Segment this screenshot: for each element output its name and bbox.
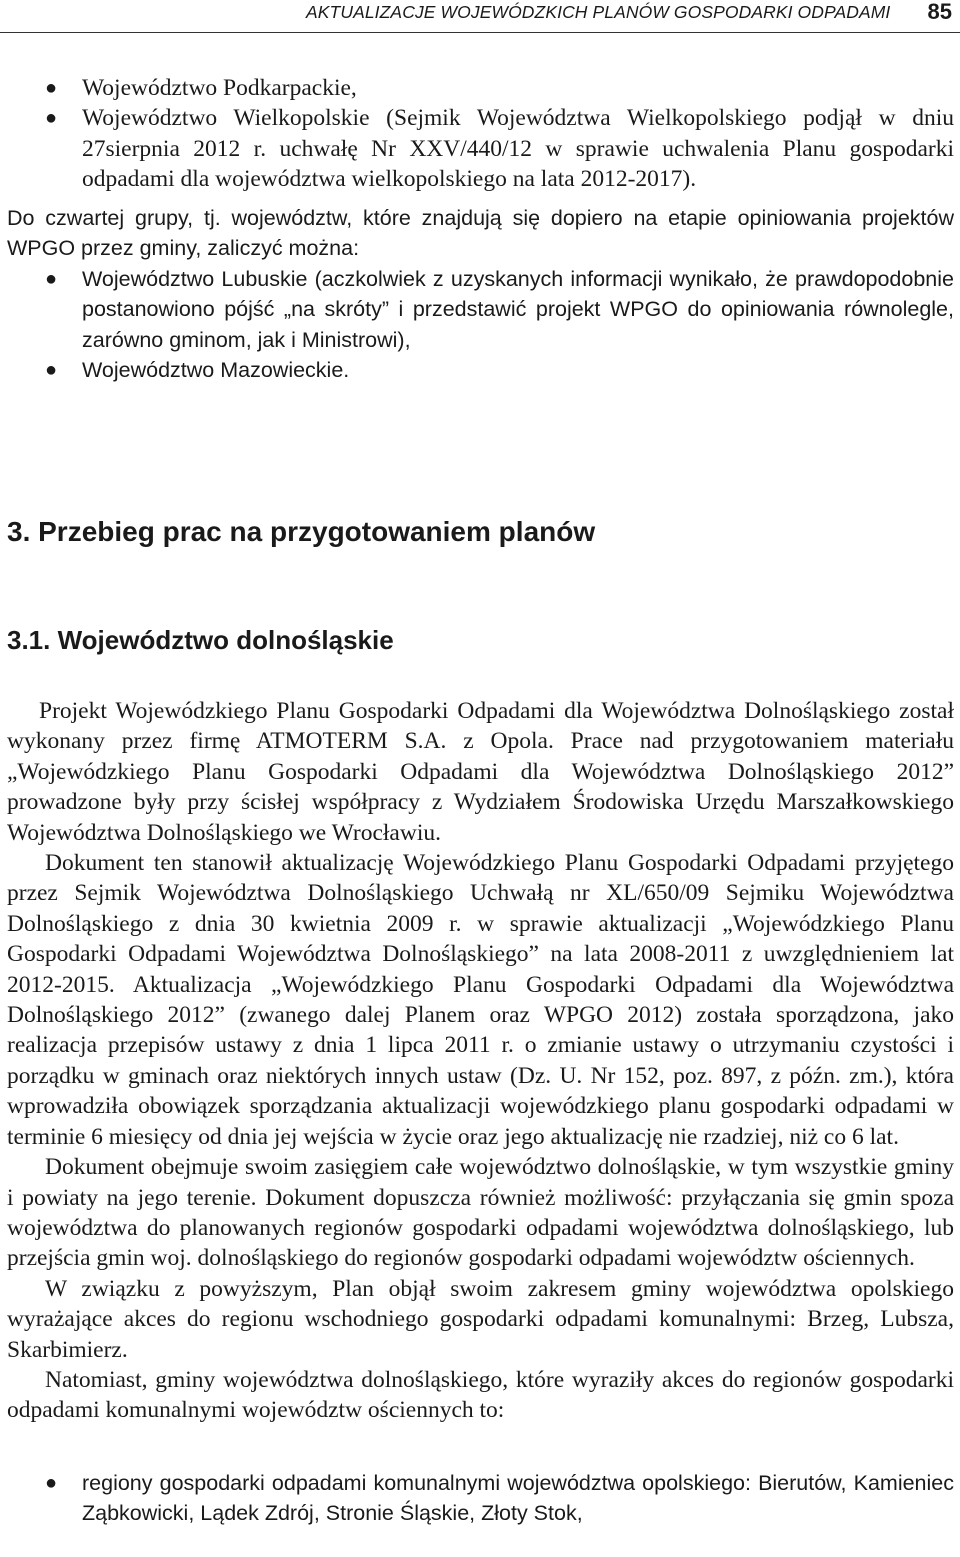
paragraph: W związku z powyższym, Plan objął swoim zakresem gminy województwa opolskiego wyrażające akces do regionu wschodniego gospodarki odpadami komunalnymi: Brzeg, Lubsza, Skarbimierz. xyxy=(7,1275,954,1363)
list-fourth-group xyxy=(0,264,954,386)
body-paragraphs xyxy=(7,696,954,1426)
paragraph: Projekt Wojewódzkiego Planu Gospodarki Odpadami dla Województwa Dolnośląskiego został wykonany przez firmę ATMOTERM S.A. z Opola. Prace nad przygotowaniem materiału „Wojewódzkiego Planu Gospodarki Odpadami dla Województwa Dolnośląskiego 2012” prowadzone były przy ścisłej współpracy z Wydziałem Środowiska Urzędu Marszałkowskiego Województwa Dolnośląskiego we Wrocławiu. xyxy=(7,698,954,846)
bullet-dot-icon: ● xyxy=(45,107,58,130)
paragraph: Natomiast, gminy województwa dolnośląskiego, które wyraziły akces do regionów gospodarki odpadami komunalnymi województw ościennych to: xyxy=(7,1366,954,1424)
bullet-dot-icon: ● xyxy=(45,359,58,382)
running-header xyxy=(0,0,960,33)
subsection-heading: 3.1. Województwo dolnośląskie xyxy=(7,625,394,655)
list-item: ● regiony gospodarki odpadami komunalnymi województwa opolskiego: Bierutów, Kamieniec Ząbkowicki, Lądek Zdrój, Stronie Śląskie, Złoty Stok, xyxy=(0,1468,954,1529)
list-top xyxy=(0,73,954,195)
paragraph: Dokument obejmuje swoim zasięgiem całe województwo dolnośląskie, w tym wszystkie gminy i powiaty na jego terenie. Dokument dopuszcza również możliwość: przyłączania się gmin spoza województwa do planowanych regionów gospodarki odpadami województwa dolnośląskiego, lub przejścia gmin woj. dolnośląskiego do regionów gospodarki odpadami województw ościennych. xyxy=(7,1154,954,1272)
running-title: AKTUALIZACJE WOJEWÓDZKICH PLANÓW GOSPODARKI ODPADAMI xyxy=(306,2,891,22)
paragraph: Dokument ten stanowił aktualizację Wojewódzkiego Planu Gospodarki Odpadami przyjętego przez Sejmik Województwa Dolnośląskiego Uchwałą nr XL/650/09 Sejmiku Województwa Dolnośląskiego z dnia 30 kwietnia 2009 r. w sprawie aktualizacji „Wojewódzkiego Planu Gospodarki Odpadami Województwa Dolnośląskiego” na lata 2008-2011 z uwzględnieniem lat 2012-2015. Aktualizacja „Wojewódzkiego Planu Gospodarki Odpadami dla Województwa Dolnośląskiego 2012” (zwanego dalej Planem oraz WPGO 2012) została sporządzona, jako realizacja przepisów ustawy z dnia 1 lipca 2011 r. o zmianie ustawy o utrzymaniu czystości i porządku w gminach oraz niektórych innych ustaw (Dz. U. Nr 152, poz. 897, z późn. zm.), która wprowadziła obowiązek sporządzania aktualizacji wojewódzkiego planu gospodarki odpadami w terminie 6 miesięcy od dnia jej wejścia w życie oraz jego aktualizację nie rzadziej, niż co 6 lat. xyxy=(7,850,954,1150)
list-item: ● Województwo Wielkopolskie (Sejmik Województwa Wielkopolskiego podjął w dniu 27sierpnia 2012 r. uchwałę Nr XXV/440/12 w sprawie uchwalenia Planu gospodarki odpadami dla województwa wielkopolskiego na lata 2012-2017). xyxy=(45,105,954,193)
list-item: ● Województwo Lubuskie (aczkolwiek z uzyskanych informacji wynikało, że prawdopodobnie postanowiono pójść „na skróty” i przedstawić projekt WPGO do opiniowania równolegle, zarówno gminom, jak i Ministrowi), xyxy=(0,264,954,355)
intro-fourth-group: Do czwartej grupy, tj. województw, które znajdują się dopiero na etapie opiniowania projektów WPGO przez gminy, zaliczyć można: xyxy=(7,206,954,261)
list-item: ● Województwo Mazowieckie. xyxy=(0,355,954,385)
bullet-dot-icon: ● xyxy=(45,77,58,99)
page-number: 85 xyxy=(927,0,952,24)
bullet-dot-icon: ● xyxy=(45,268,58,290)
bullet-dot-icon: ● xyxy=(45,1472,58,1494)
list-item: ● Województwo Podkarpackie, xyxy=(0,73,954,103)
list-bottom xyxy=(0,1468,954,1529)
section-heading: 3. Przebieg prac na przygotowaniem planów xyxy=(7,516,596,547)
